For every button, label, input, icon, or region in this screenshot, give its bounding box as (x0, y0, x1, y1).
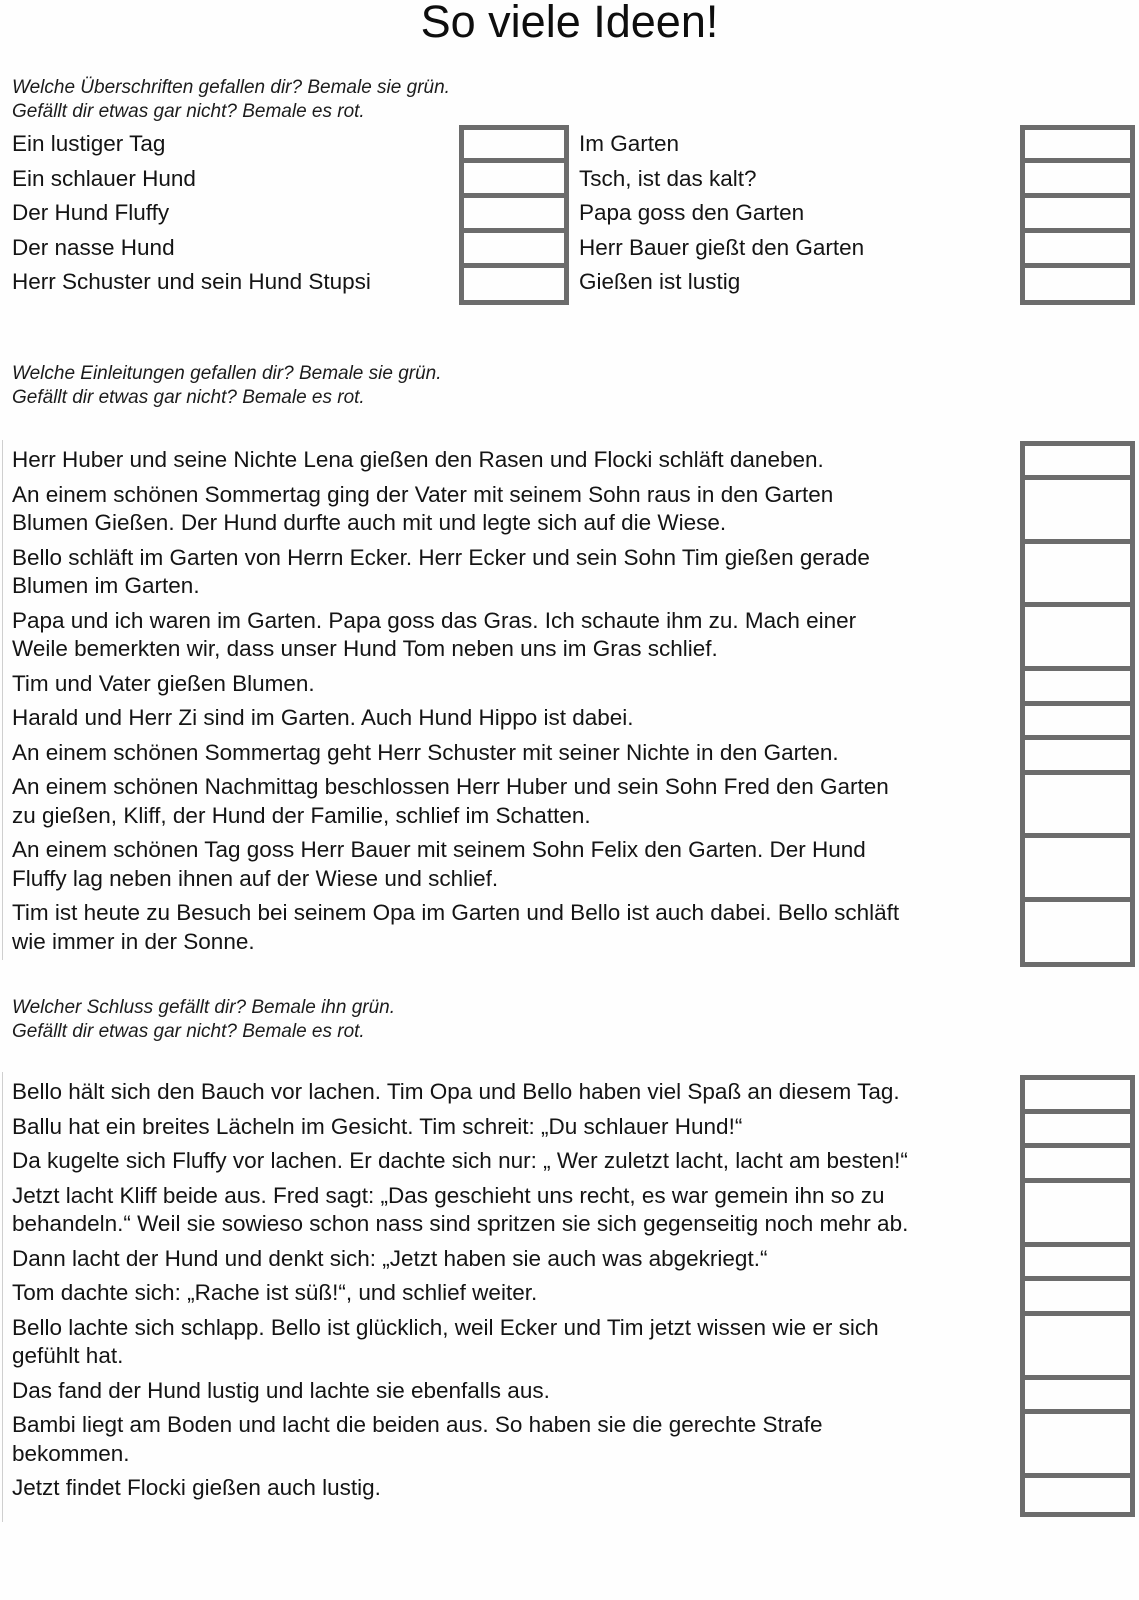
color-box[interactable] (1020, 602, 1135, 671)
color-box[interactable] (1020, 1311, 1135, 1380)
heading-option: Der nasse Hund (12, 235, 175, 260)
option-line: Blumen im Garten. (12, 573, 200, 598)
heading-option: Herr Bauer gießt den Garten (579, 235, 865, 260)
color-box[interactable] (459, 263, 569, 305)
option-line: Herr Huber und seine Nichte Lena gießen den Rasen und Flocki schläft daneben. (12, 447, 824, 472)
heading-option: Der Hund Fluffy (12, 200, 170, 225)
color-box[interactable] (1020, 193, 1135, 233)
color-box[interactable] (459, 228, 569, 268)
color-box[interactable] (1020, 1178, 1135, 1247)
option-line: wie immer in der Sonne. (12, 928, 255, 954)
option-line: bekommen. (12, 1440, 130, 1466)
color-box[interactable] (1020, 1409, 1135, 1478)
option-line: Tom dachte sich: „Rache ist süß!“, und schlief weiter. (12, 1280, 538, 1305)
option-line: Ballu hat ein breites Lächeln im Gesicht. Tim schreit: „Du schlauer Hund!“ (12, 1113, 743, 1139)
color-box[interactable] (1020, 263, 1135, 305)
color-box[interactable] (1020, 158, 1135, 198)
option-line: Jetzt lacht Kliff beide aus. Fred sagt: „Das geschieht uns recht, es war gemein ihn so zu (12, 1182, 885, 1208)
color-box[interactable] (1020, 475, 1135, 544)
heading-option: Papa goss den Garten (579, 200, 805, 225)
option-line: Bambi liegt am Boden und lacht die beiden aus. So haben sie die gerechte Strafe (12, 1412, 823, 1437)
option-line: Bello schläft im Garten von Herrn Ecker. Herr Ecker und sein Sohn Tim gießen gerade (12, 544, 870, 570)
color-box[interactable] (459, 158, 569, 198)
page-title: So viele Ideen! (420, 0, 719, 47)
color-box[interactable] (1020, 897, 1135, 967)
margin-line (2, 1072, 3, 1522)
margin-line (2, 440, 3, 960)
instruction-line: Welcher Schluss gefällt dir? Bemale ihn grün. (12, 997, 396, 1018)
option-line: Das fand der Hund lustig und lachte sie ebenfalls aus. (12, 1377, 550, 1403)
option-line: Papa und ich waren im Garten. Papa goss das Gras. Ich schaute ihm zu. Mach einer (12, 607, 857, 633)
color-box[interactable] (1020, 833, 1135, 902)
option-line: An einem schönen Sommertag geht Herr Schuster mit seiner Nichte in den Garten. (12, 739, 839, 765)
color-box[interactable] (1020, 770, 1135, 838)
instruction-line: Welche Überschriften gefallen dir? Bemale sie grün. (12, 77, 450, 98)
instruction-line: Welche Einleitungen gefallen dir? Bemale sie grün. (12, 363, 442, 384)
heading-option: Ein lustiger Tag (12, 131, 166, 156)
option-line: Dann lacht der Hund und denkt sich: „Jetzt haben sie auch was abgekriegt.“ (12, 1245, 768, 1271)
option-line: Jetzt findet Flocki gießen auch lustig. (12, 1475, 381, 1500)
color-box[interactable] (1020, 228, 1135, 268)
option-line: Bello lachte sich schlapp. Bello ist glücklich, weil Ecker und Tim jetzt wissen wie er sich (12, 1314, 879, 1340)
option-line: Fluffy lag neben ihnen auf der Wiese und schlief. (12, 865, 499, 891)
color-box[interactable] (1020, 539, 1135, 607)
section3-instruction (12, 996, 395, 1044)
heading-option: Ein schlauer Hund (12, 166, 196, 191)
option-line: zu gießen, Kliff, der Hund der Familie, schlief im Schatten. (12, 802, 591, 828)
color-box[interactable] (1020, 1143, 1135, 1183)
option-line: An einem schönen Nachmittag beschlossen Herr Huber und sein Sohn Fred den Garten (12, 774, 889, 799)
heading-option: Im Garten (579, 131, 680, 156)
option-line: Tim und Vater gießen Blumen. (12, 670, 315, 696)
section2-instruction (12, 362, 442, 410)
color-box[interactable] (1020, 666, 1135, 706)
color-box[interactable] (1020, 735, 1135, 775)
option-line: Da kugelte sich Fluffy vor lachen. Er dachte sich nur: „ Wer zuletzt lacht, lacht am besten!“ (12, 1148, 908, 1173)
heading-option: Herr Schuster und sein Hund Stupsi (12, 269, 371, 294)
option-line: Tim ist heute zu Besuch bei seinem Opa im Garten und Bello ist auch dabei. Bello schläft (12, 900, 900, 925)
color-box[interactable] (459, 193, 569, 233)
option-line: An einem schönen Tag goss Herr Bauer mit seinem Sohn Felix den Garten. Der Hund (12, 837, 866, 862)
heading-option: Gießen ist lustig (579, 269, 741, 294)
option-line: Harald und Herr Zi sind im Garten. Auch Hund Hippo ist dabei. (12, 705, 634, 730)
option-line: behandeln.“ Weil sie sowieso schon nass sind spritzen sie sich gegenseitig noch mehr ab. (12, 1211, 909, 1236)
option-line: Weile bemerkten wir, dass unser Hund Tom neben uns im Gras schlief. (12, 636, 718, 661)
option-line: Bello hält sich den Bauch vor lachen. Tim Opa und Bello haben viel Spaß an diesem Tag. (12, 1079, 900, 1104)
instruction-line: Gefällt dir etwas gar nicht? Bemale es rot. (12, 101, 365, 122)
section1-instruction (12, 76, 450, 124)
instruction-line: Gefällt dir etwas gar nicht? Bemale es rot. (12, 387, 365, 408)
option-line: Blumen Gießen. Der Hund durfte auch mit und legte sich auf die Wiese. (12, 510, 727, 535)
heading-option: Tsch, ist das kalt? (579, 166, 757, 191)
color-box[interactable] (1020, 1276, 1135, 1316)
option-line: An einem schönen Sommertag ging der Vater mit seinem Sohn raus in den Garten (12, 481, 834, 507)
option-line: gefühlt hat. (12, 1343, 124, 1368)
color-box[interactable] (1020, 1473, 1135, 1517)
instruction-line: Gefällt dir etwas gar nicht? Bemale es rot. (12, 1021, 365, 1042)
